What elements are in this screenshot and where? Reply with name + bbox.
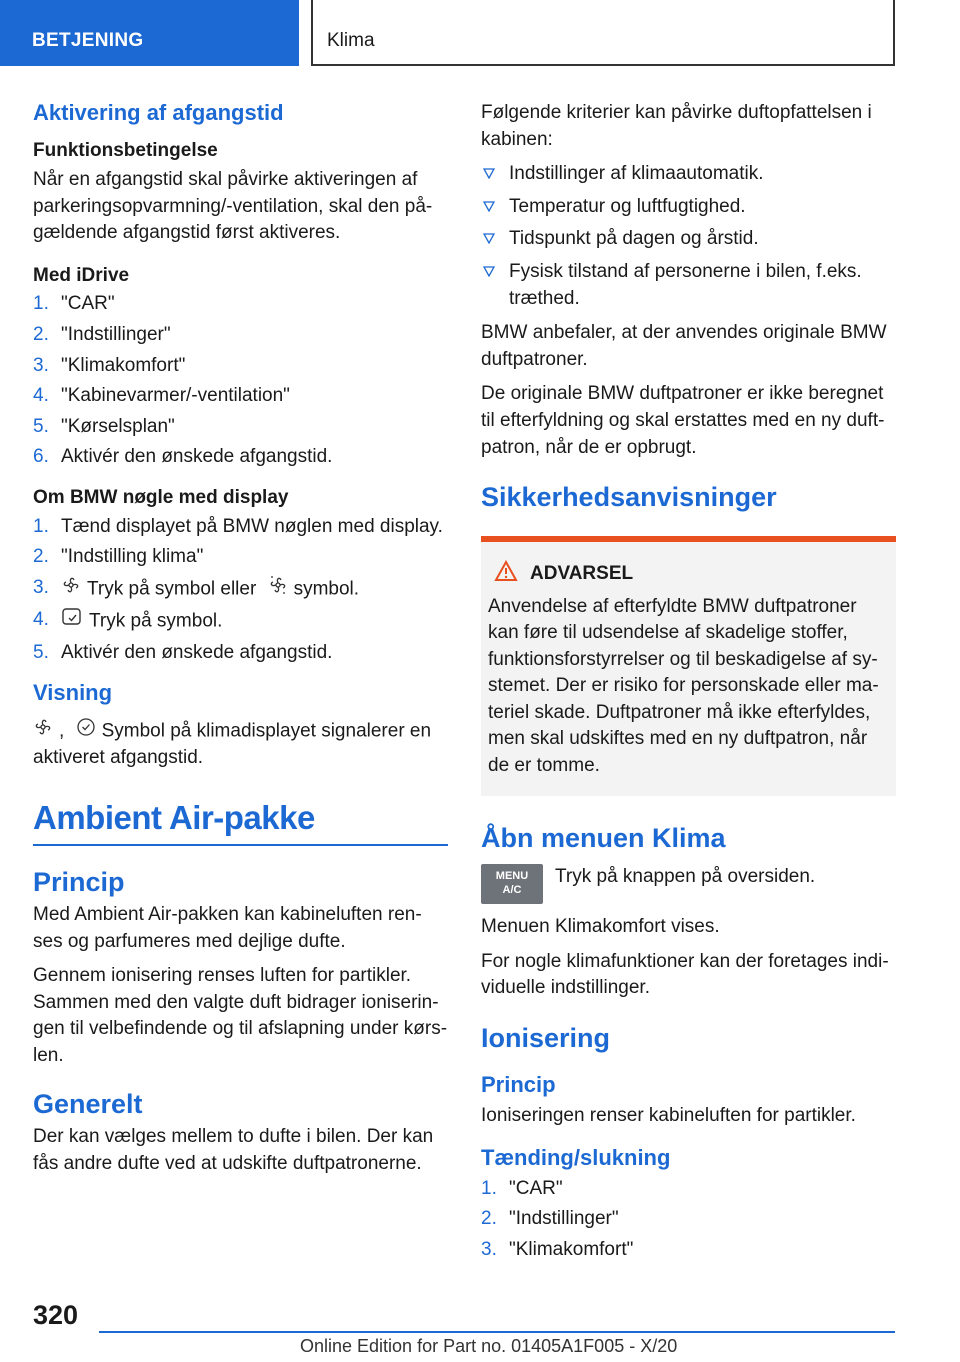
list-item: 4. Tryk på symbol. <box>33 607 448 636</box>
page-number: 320 <box>33 1300 79 1330</box>
left-column <box>33 100 448 1185</box>
key-steps <box>33 514 448 667</box>
aabn-menu-heading: Åbn menuen Klima <box>481 822 726 853</box>
klimakomfort-vises-text: Menuen Klimakomfort vises. <box>481 916 720 938</box>
list-item: Temperatur og luftfugtighed. <box>481 194 896 221</box>
anbefaler-text: BMW anbefaler, at der anvendes originale BMW duftpatroner. <box>481 322 887 370</box>
triangle-bullet-icon <box>483 200 495 212</box>
klimafunktioner-text: For nogle klimafunktioner kan der foretages indi-viduelle indstillinger. <box>481 950 889 999</box>
princip-heading: Princip <box>33 866 125 897</box>
menu-instruction <box>481 864 896 904</box>
warning-title: ADVARSEL <box>488 560 888 588</box>
list-item: 5. Aktivér den ønskede afgangstid. <box>33 641 333 663</box>
right-column <box>481 100 896 1277</box>
originale-text: De originale BMW duftpatroner er ikke beregnet til efterfyldning og skal erstattes med en ny duft-patron, når de er opbrugt. <box>481 383 885 458</box>
funktionsbetingelse-text: Når en afgangstid skal påvirke aktiveringen af parkeringsopvarmning/-ventilation, skal den på-gældende afgangstid først aktiveres. <box>33 168 433 244</box>
list-item: 1. "CAR" <box>481 1177 563 1199</box>
aktivering-heading: Aktivering af afgangstid <box>33 100 284 125</box>
sikkerhed-heading: Sikkerhedsanvisninger <box>481 482 777 513</box>
idrive-heading: Med iDrive <box>33 264 130 286</box>
princip-text-1: Med Ambient Air-pakken kan kabineluften ren-ses og parfumeres med dejlige dufte. <box>33 904 422 952</box>
fan-icon <box>61 575 81 604</box>
list-item: 2. "Indstillinger" <box>33 323 171 345</box>
triangle-bullet-icon <box>483 232 495 244</box>
list-item: 5. "Kørselsplan" <box>33 415 175 437</box>
footer-edition: Online Edition for Part no. 01405A1F005 - X/20 <box>300 1336 678 1356</box>
ambient-heading: Ambient Air-pakke <box>33 799 315 837</box>
list-item: Tidspunkt på dagen og årstid. <box>481 226 896 253</box>
list-item: 3. "Klimakomfort" <box>33 354 186 376</box>
key-display-heading: Om BMW nøgle med display <box>33 486 289 508</box>
list-item: 1. Tænd displayet på BMW nøglen med display. <box>33 515 443 537</box>
timer-check-icon <box>61 607 83 636</box>
header-chapter-title: Klima <box>311 0 895 66</box>
princip-text-2: Gennem ionisering renses luften for partikler. Sammen med den valgte duft bidrager ioniserin-gen til velbefindende og til afslapning under kørs-len. <box>33 965 448 1067</box>
kriterier-list <box>481 161 896 312</box>
header-section-tab: BETJENING <box>0 0 299 66</box>
warning-text: Anvendelse af efterfyldte BMW duftpatroner kan føre til udsendelse af skadelige stoffer, funktionsforstyrrelser og til beskadigelse af sy-stemet. Der er risiko for personskade eller ma-teriel skade. Duftpatroner må ikke efterfyldes, men skal udskiftes med en ny duftpatron, når de er tomme. <box>488 595 879 777</box>
warning-box <box>481 536 896 796</box>
list-item: 3. Tryk på symbol eller symbol. <box>33 575 448 604</box>
list-item: Fysisk tilstand af personerne i bilen, f.eks. træthed. <box>481 259 896 312</box>
list-item: 2. "Indstillinger" <box>481 1208 619 1230</box>
footer-divider <box>99 1331 895 1333</box>
ion-princip-heading: Princip <box>481 1072 556 1098</box>
list-item: 6. Aktivér den ønskede afgangstid. <box>33 446 333 468</box>
list-item: 3. "Klimakomfort" <box>481 1238 634 1260</box>
visning-text: , Symbol på klimadisplayet signalerer en aktiveret afgangstid. <box>33 717 448 772</box>
idrive-steps <box>33 291 448 471</box>
clock-icon <box>76 717 96 746</box>
visning-heading: Visning <box>33 680 113 706</box>
generelt-heading: Generelt <box>33 1088 143 1119</box>
menu-ac-button-icon: MENU A/C <box>481 864 543 904</box>
fan-icon <box>33 717 53 746</box>
ion-princip-text: Ioniseringen renser kabineluften for partikler. <box>481 1104 856 1126</box>
list-item: 2. "Indstilling klima" <box>33 546 204 568</box>
list-item: 4. "Kabinevarmer/-ventilation" <box>33 385 290 407</box>
funktionsbetingelse-heading: Funktionsbetingelse <box>33 140 218 162</box>
list-item: 1. "CAR" <box>33 293 115 315</box>
taending-steps <box>481 1176 896 1264</box>
fan-auto-icon <box>268 575 288 604</box>
menu-instruction-text: Tryk på knappen på oversiden. <box>555 866 816 888</box>
taending-heading: Tænding/slukning <box>481 1145 671 1171</box>
triangle-bullet-icon <box>483 265 495 277</box>
list-item: Indstillinger af klimaautomatik. <box>481 161 896 188</box>
generelt-text: Der kan vælges mellem to dufte i bilen. Der kan fås andre dufte ved at udskifte duftpatronerne. <box>33 1126 434 1174</box>
kriterier-intro: Følgende kriterier kan påvirke duftopfattelsen i kabinen: <box>481 102 872 150</box>
warning-triangle-icon <box>494 560 518 588</box>
triangle-bullet-icon <box>483 167 495 179</box>
ambient-heading-block <box>33 798 448 846</box>
ionisering-heading: Ionisering <box>481 1022 611 1053</box>
